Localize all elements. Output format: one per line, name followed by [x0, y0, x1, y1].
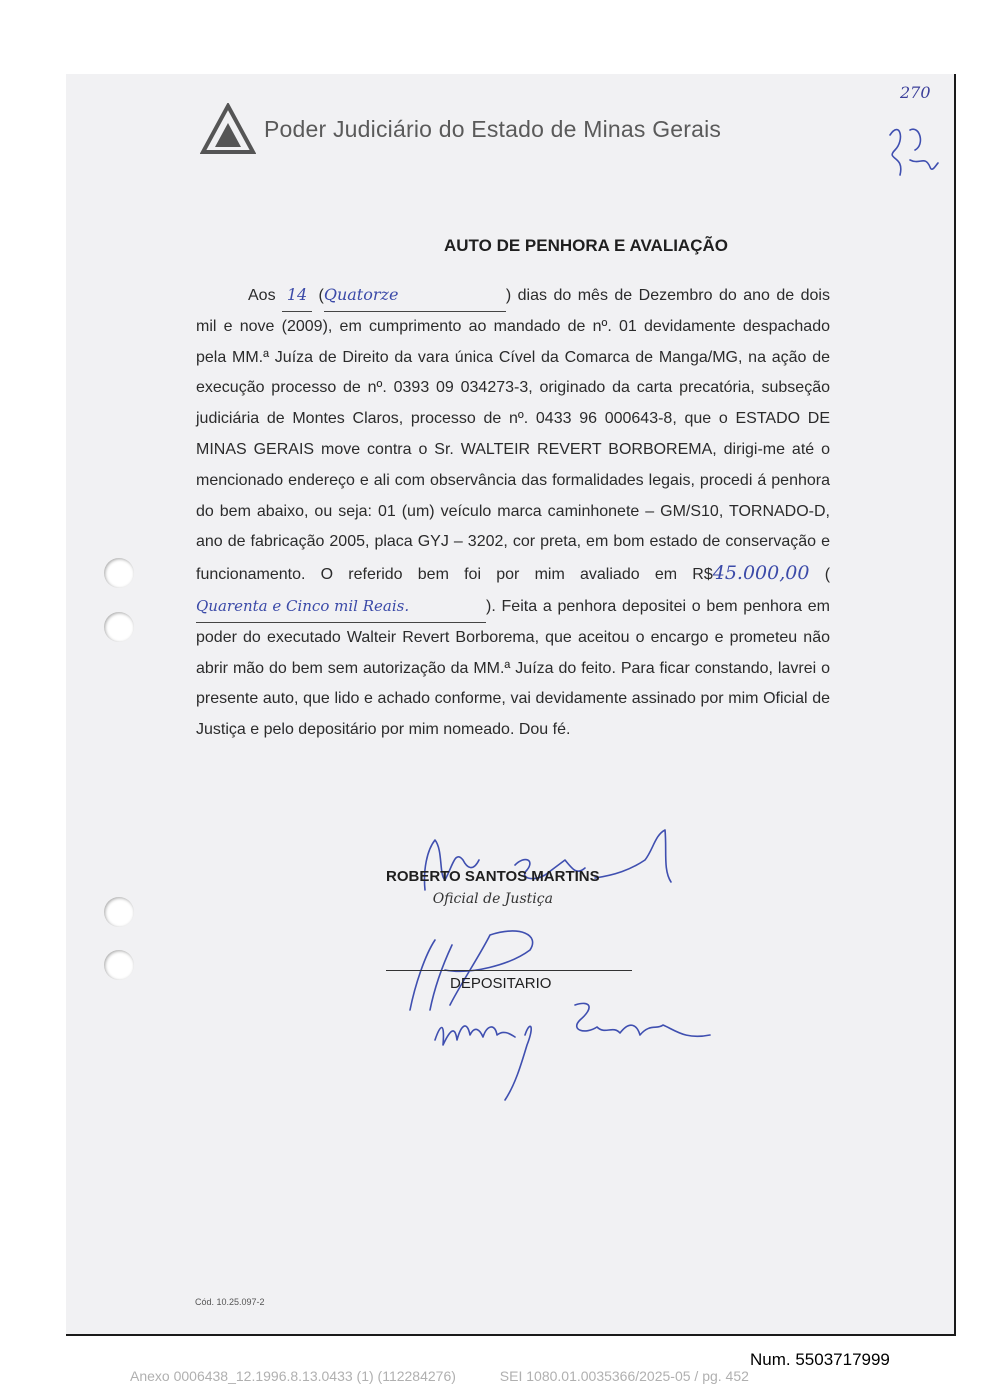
body-paren-open-2: ( — [824, 566, 831, 584]
document-body — [196, 280, 830, 746]
body-text-end: ). Feita a penhora depositei o bem penhora em poder do executado Walteir Revert Borborema, que aceitou o encargo e prometeu não abrir mão do bem sem autorização da MM.ª Juíza do feito. Para ficar constando, lavrei o presente auto, que lido e achado conforme, vai devidamente assinado por mim Oficial de Justiça e pelo depositário por mim nomeado. Dou fé. — [196, 597, 830, 739]
punch-hole — [104, 950, 134, 980]
document-title: AUTO DE PENHORA E AVALIAÇÃO — [444, 236, 728, 255]
footer — [130, 1368, 789, 1384]
handwritten-page-number: 270 — [900, 83, 931, 102]
handwritten-value-number: 45.000,00 — [712, 562, 810, 585]
letterhead — [200, 103, 721, 155]
handwritten-day-number: 14 — [282, 280, 312, 312]
form-code: Cód. 10.25.097-2 — [195, 1297, 265, 1307]
footer-attachment-id: Anexo 0006438_12.1996.8.13.0433 (1) (112284276) — [130, 1368, 456, 1384]
footer-process-page: SEI 1080.01.0035366/2025-05 / pg. 452 — [499, 1368, 749, 1384]
depositary-full-signature — [425, 995, 725, 1105]
body-text-start: Aos — [248, 287, 276, 304]
court-logo-icon — [200, 103, 256, 155]
officer-role: Oficial de Justiça — [432, 891, 553, 907]
punch-hole — [104, 558, 134, 588]
handwritten-day-words: Quatorze — [324, 280, 506, 312]
depositary-label: DEPOSITARIO — [450, 975, 552, 992]
document-number: Num. 5503717999 — [750, 1350, 890, 1369]
punch-hole — [104, 612, 134, 642]
corner-initials-mark — [880, 115, 940, 185]
institution-name: Poder Judiciário do Estado de Minas Gerais — [264, 115, 722, 142]
punch-hole — [104, 897, 134, 927]
handwritten-value-words: Quarenta e Cinco mil Reais. — [196, 591, 486, 623]
officer-name: ROBERTO SANTOS MARTINS — [386, 868, 600, 885]
depositary-signature-line — [386, 970, 632, 971]
officer-signature-block — [386, 868, 600, 907]
body-paren-open: ( — [318, 287, 324, 304]
body-text-middle: ) dias do mês de Dezembro do ano de dois mil e nove (2009), em cumprimento ao mandado de nº. 01 devidamente despachado pela MM.ª Juíza de Direito da vara única Cível da Comarca de Manga/MG, na ação de execução processo de nº. 0393 09 034273-3, originado da carta precatória, subseção judiciária de Montes Claros, processo de nº. 0433 96 000643-8, que o ESTADO DE MINAS GERAIS move contra o Sr. WALTEIR REVERT BORBOREMA, dirigi-me até o mencionado endereço e ali com observância das formalidades legais, procedi á penhora do bem abaixo, ou seja: 01 (um) veículo marca caminhonete – GM/S10, TORNADO-D, ano de fabricação 2005, placa GYJ – 3202, cor preta, em bom estado de conservação e funcionamento. O referido bem foi por mim avaliado em R$ — [196, 287, 830, 584]
